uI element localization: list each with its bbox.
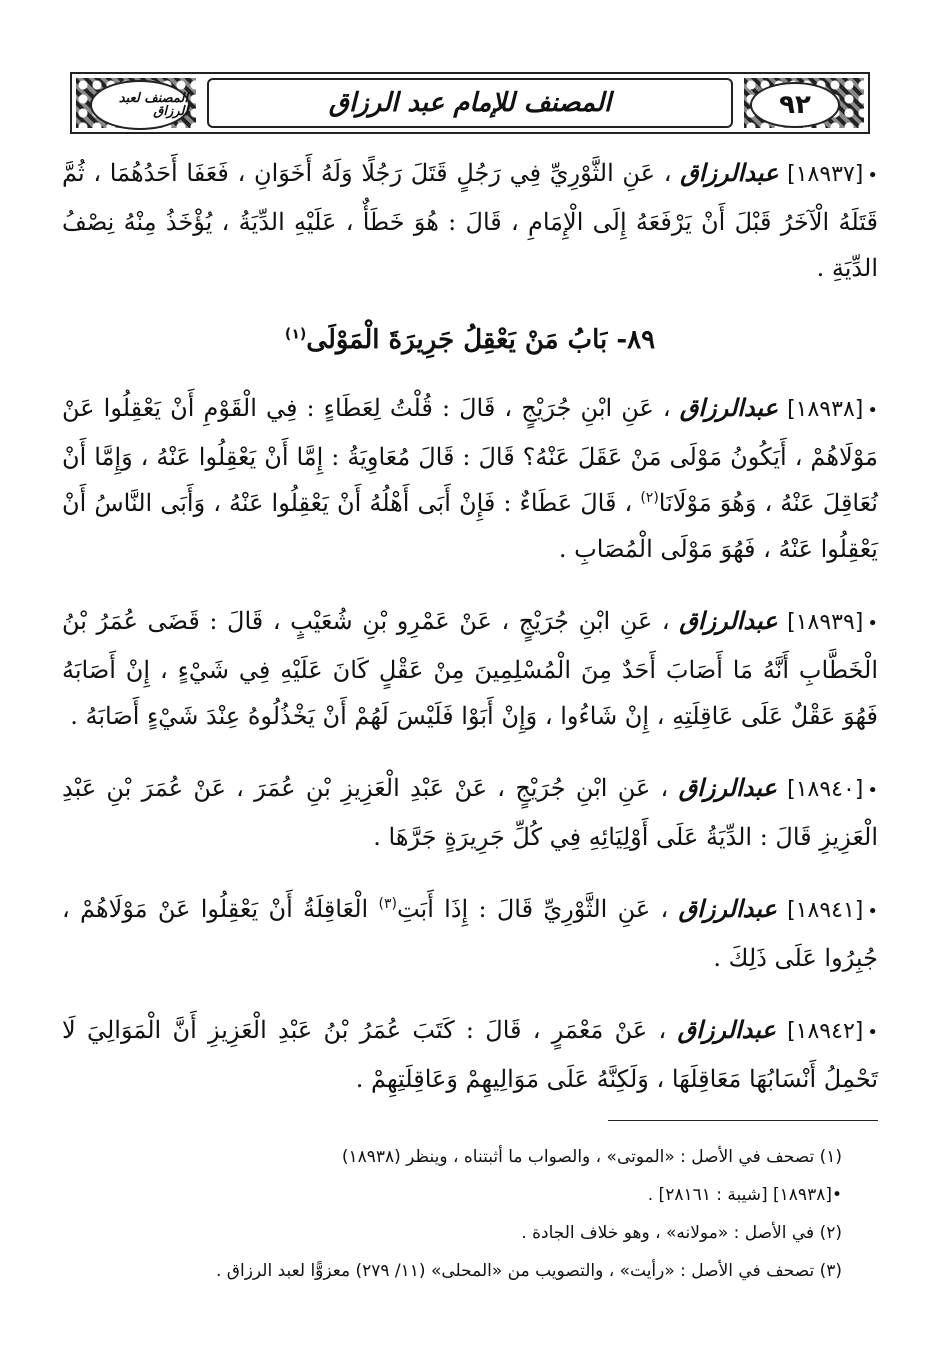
hadith-entry-18939 [62,598,878,739]
footnote-3: (٣) تصحف في الأصل : «رأيت» ، والتصويب من «المحلى» (١١/ ٢٧٩) معزوًّا لعبد الرزاق . [215,1261,842,1281]
hadith-entry-18940 [62,765,878,860]
entry-bullet: • [867,613,878,634]
entry-author: عبدالرزاق [678,773,777,802]
entry-number: [١٨٩٤٠] [787,777,864,802]
footnote-source-18938: •[١٨٩٣٨] [شيبة : ٢٨١٦١] . [647,1185,842,1205]
entry-bullet: • [867,165,878,186]
entry-text: ، عَنِ ابْنِ جُرَيْجٍ ، عَنْ عَمْرِو بْنِ شُعَيْبٍ ، قَالَ : قَضَى عُمَرُ بْنُ الْخَطَّابِ أَنَّهُ مَا أَصَابَ أَحَدٌ مِنَ الْمُسْلِمِينَ مِنْ عَقْلٍ كَانَ عَلَيْهِ فِي شَيْءٍ ، إِنْ أَصَابَهُ فَهُوَ عَقْلٌ عَلَى عَاقِلَتِهِ ، إِنْ شَاءُوا ، وَإِنْ أَبَوْا فَلَيْسَ لَهُمْ أَنْ يَخْذُلُوهُ عِنْدَ شَيْءٍ أَصَابَهُ . [62,607,878,730]
entry-text: ، عَنْ مَعْمَرٍ ، قَالَ : كَتَبَ عُمَرُ بْنُ عَبْدِ الْعَزِيزِ أَنَّ الْمَوَالِيَ لَا تَحْمِلُ أَنْسَابُهَا مَعَاقِلَهَا ، وَلَكِنَّهُ عَلَى مَوَالِيهِمْ وَعَاقِلَتِهِمْ . [62,1016,878,1093]
running-title: المصنف للإمام عبد الرزاق [207,78,733,128]
hadith-entry-18941 [62,886,878,981]
entry-author: عبدالرزاق [679,606,778,635]
footnotes [62,1138,842,1290]
entry-number: [١٨٩٣٧] [787,162,864,187]
entry-text-part-b: ، قَالَ عَطَاءٌ : فَإِنْ أَبَى أَهْلُهُ أَنْ يَعْقِلُوا عَنْهُ ، وَأَبَى النَّاسُ أَنْ يَعْقِلُوا عَنْهُ ، فَهُوَ مَوْلَى الْمُصَابِ . [62,489,878,563]
footnote-divider [608,1120,878,1121]
footnote-ref-3: (٣) [378,896,397,912]
chapter-heading [62,317,878,363]
entry-number: [١٨٩٣٨] [787,397,864,422]
hadith-entry-18942 [62,1007,878,1102]
entry-text-part-b: الْعَاقِلَةُ أَنْ يَعْقِلُوا عَنْ مَوْلَاهُمْ ، جُبِرُوا عَلَى ذَلِكَ . [62,895,878,972]
entry-bullet: • [867,400,878,421]
entry-number: [١٨٩٤٢] [787,1019,864,1044]
entry-number: [١٨٩٤١] [787,898,864,923]
entry-text: ، عَنِ ابْنِ جُرَيْجٍ ، عَنْ عَبْدِ الْعَزِيزِ بْنِ عُمَرَ ، عَنْ عُمَرَ بْنِ عَبْدِ الْعَزِيزِ قَالَ : الدِّيَةُ عَلَى أَوْلِيَائِهِ فِي كُلِّ جَرِيرَةٍ جَرَّهَا . [62,774,878,851]
footnote-ref-1: (١) [284,326,307,343]
entry-author: عبدالرزاق [677,1015,776,1044]
hadith-entry-18938 [62,385,878,572]
entry-author: عبدالرزاق [679,393,778,422]
hadith-entry-18937 [62,150,878,291]
entry-number: [١٨٩٣٩] [787,610,864,635]
entry-bullet: • [867,780,878,801]
chapter-title: ٨٩- بَابُ مَنْ يَعْقِلُ جَرِيرَةَ الْمَوْلَى [306,325,656,355]
entry-bullet: • [867,1022,878,1043]
footnote-2: (٢) في الأصل : «مولانه» ، وهو خلاف الجادة . [521,1223,842,1243]
entry-text-part-a: ، عَنِ الثَّوْرِيِّ قَالَ : إِذَا أَبَتِ [396,895,669,923]
entry-text: ، عَنِ الثَّوْرِيِّ فِي رَجُلٍ قَتَلَ رَجُلًا وَلَهُ أَخَوَانِ ، فَعَفَا أَحَدُهُمَا ، ثُمَّ قَتَلَهُ الْآخَرُ قَبْلَ أَنْ يَرْفَعَهُ إِلَى الْإِمَامِ ، قَالَ : هُوَ خَطَأٌ ، عَلَيْهِ الدِّيَةُ ، يُؤْخَذُ مِنْهُ نِصْفُ الدِّيَةِ . [62,159,878,282]
main-text [62,150,878,1128]
entry-text-part-a: ، عَنِ ابْنِ جُرَيْجٍ ، قَالَ : قُلْتُ لِعَطَاءٍ : فِي الْقَوْمِ أَنْ يَعْقِلُوا عَنْ مَوْلَاهُمْ ، أَيَكُونُ مَوْلَى مَنْ عَقَلَ عَنْهُ؟ قَالَ : قَالَ مُعَاوِيَةُ : إِمَّا أَنْ يَعْقِلُوا عَنْهُ ، وَإِمَّا أَنْ نُعَاقِلَ عَنْهُ ، وَهُوَ مَوْلَانَا [62,394,878,517]
page-number: ٩٢ [750,82,840,128]
entry-bullet: • [867,901,878,922]
entry-author: عبدالرزاق [678,894,777,923]
footnote-1: (١) تصحف في الأصل : «الموتى» ، والصواب ما أثبتناه ، وينظر (١٨٩٣٨) [341,1147,842,1167]
page-header [70,72,870,134]
book-seal: المصنف لعبد الرزاق [90,80,190,130]
footnote-ref-2: (٢) [640,490,659,506]
entry-author: عبدالرزاق [680,158,779,187]
